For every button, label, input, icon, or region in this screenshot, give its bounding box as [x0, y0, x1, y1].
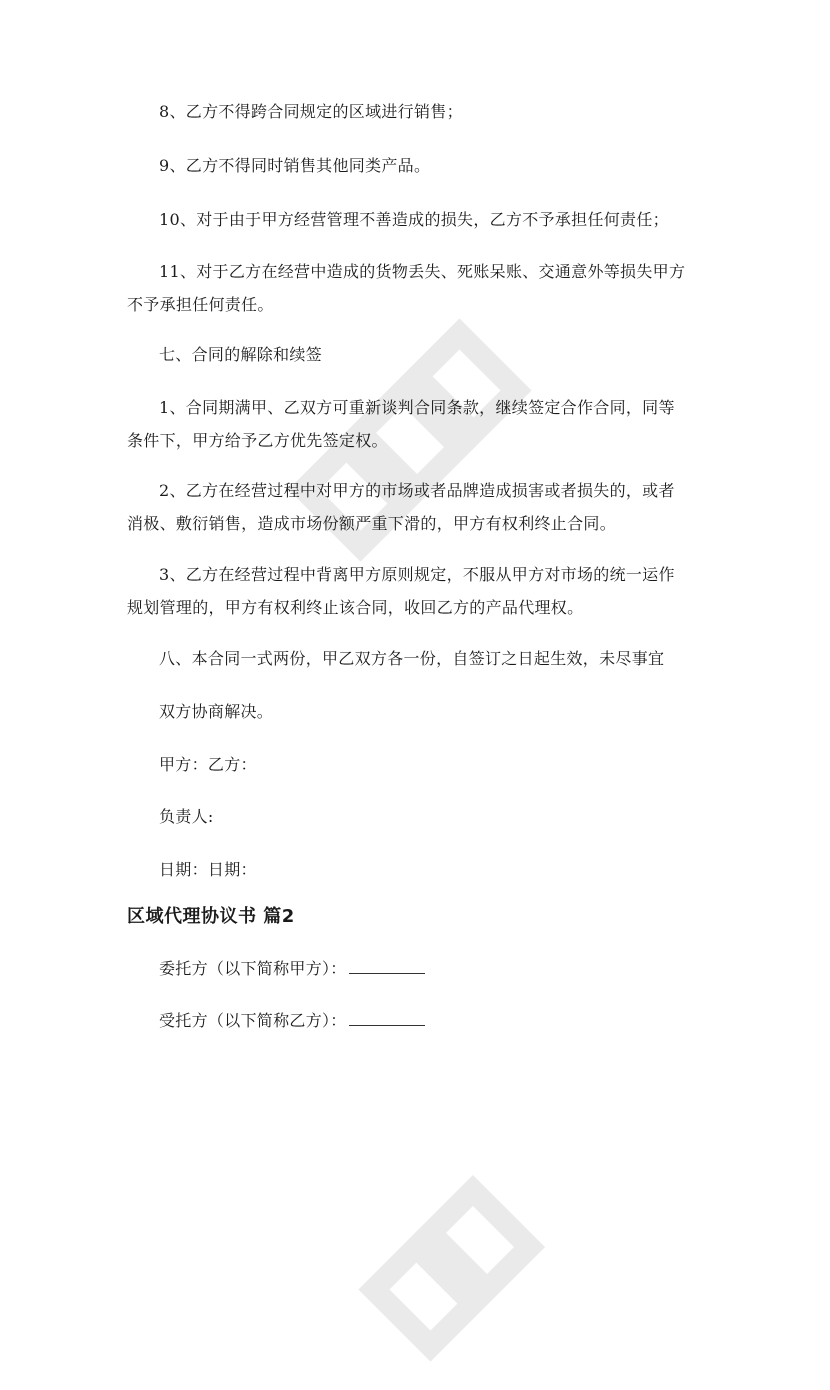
watermark-logo-icon-bottom — [330, 1090, 630, 1390]
principal-blank — [349, 959, 425, 974]
section-7-item-3: 3、乙方在经营过程中背离甲方原则规定，不服从甲方对市场的统一运作规划管理的，甲方有权利终止该合同，收回乙方的产品代理权。 — [127, 565, 675, 617]
section-8-line-1: 八、本合同一式两份，甲乙双方各一份，自签订之日起生效，未尽事宜 — [159, 649, 665, 668]
section-7-item-1: 1、合同期满甲、乙双方可重新谈判合同条款，继续签定合作合同，同等条件下，甲方给予乙方优先签定权。 — [127, 398, 675, 450]
signature-parties: 甲方：乙方： — [159, 755, 257, 774]
clause-9: 9、乙方不得同时销售其他同类产品。 — [159, 156, 431, 175]
signature-dates: 日期：日期： — [159, 860, 257, 879]
section-7-title: 七、合同的解除和续签 — [159, 345, 323, 364]
clause-11: 11、对于乙方在经营中造成的货物丢失、死账呆账、交通意外等损失甲方不予承担任何责任。 — [127, 262, 686, 314]
signature-responsible: 负责人: — [159, 807, 214, 826]
part-2-heading: 区域代理协议书 篇2 — [127, 906, 295, 927]
agent-field — [159, 1004, 719, 1037]
clause-10: 10、对于由于甲方经营管理不善造成的损失，乙方不予承担任何责任； — [159, 210, 669, 229]
section-8-line-2: 双方协商解决。 — [159, 702, 274, 721]
principal-field — [159, 952, 719, 985]
principal-label: 委托方（以下简称甲方）： — [159, 959, 347, 978]
section-7-item-2: 2、乙方在经营过程中对甲方的市场或者品牌造成损害或者损失的，或者消极、敷衍销售，造成市场份额严重下滑的，甲方有权利终止合同。 — [127, 481, 675, 533]
clause-8: 8、乙方不得跨合同规定的区域进行销售； — [159, 102, 463, 121]
agent-label: 受托方（以下简称乙方）： — [159, 1011, 347, 1030]
agent-blank — [349, 1011, 425, 1026]
